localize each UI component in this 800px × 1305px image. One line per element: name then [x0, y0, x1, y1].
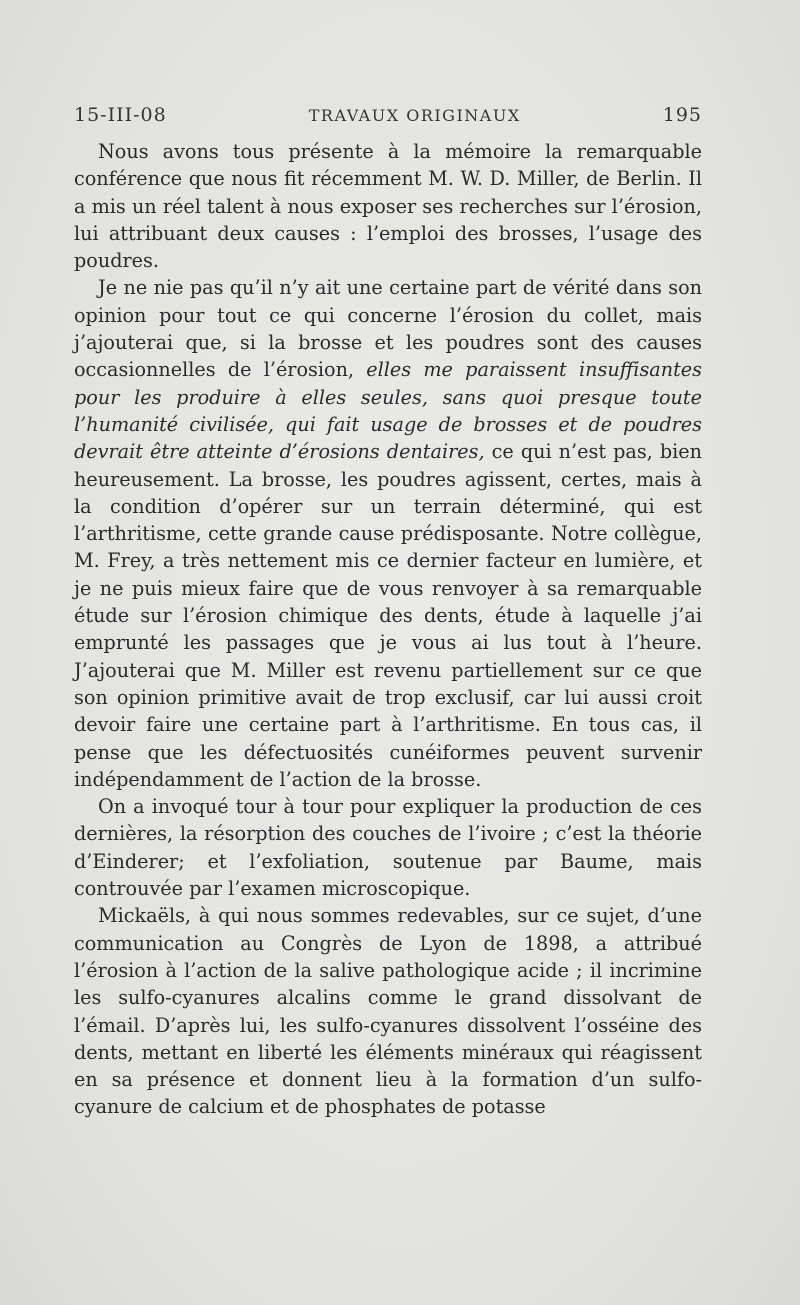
paragraph-3 — [74, 793, 702, 902]
running-head-date: 15-III-08 — [74, 104, 167, 126]
paragraph-3-text: On a invoqué tour à tour pour expliquer la production de ces dernières, la résorption des couches de l’ivoire ; c’est la théorie d’Einderer; et l’exfoliation, soutenue par Baume, mais controuvée par l’examen microscopique. — [74, 795, 702, 901]
book-page — [74, 104, 702, 1121]
paragraph-1-text: Nous avons tous présente à la mémoire la remarquable conférence que nous fit récemment M. W. D. Miller, de Berlin. Il a mis un réel talent à nous exposer ses recherches sur l’érosion, lui attribuant deux causes : l’emploi des brosses, l’usage des poudres. — [74, 140, 702, 273]
paragraph-2 — [74, 274, 702, 793]
paragraph-1 — [74, 138, 702, 274]
paragraph-4 — [74, 902, 702, 1120]
body-text — [74, 138, 702, 1121]
running-head — [74, 104, 702, 132]
running-head-title: TRAVAUX ORIGINAUX — [308, 106, 521, 125]
paragraph-2-text-a: Je ne nie pas qu’il n’y ait une certaine part de vérité dans son opinion pour tout ce qui concerne l’érosion du collet, mais j’ajouterai que, si la brosse et les poudres sont des causes occasionnelles de l’érosion, — [74, 276, 702, 382]
page-number: 195 — [662, 104, 702, 126]
paragraph-4-text: Mickaëls, à qui nous sommes redevables, sur ce sujet, d’une communication au Congrès de Lyon de 1898, a attribué l’érosion à l’action de la salive pathologique acide ; il incrimine les sulfo-cyanures alcalins comme le grand dissolvant de l’émail. D’après lui, les sulfo-cyanures dissolvent l’osséine des dents, mettant en liberté les éléments minéraux qui réagissent en sa présence et donnent lieu à la formation d’un sulfo-cyanure de calcium et de phosphates de potasse — [74, 904, 702, 1119]
paragraph-2-text-b: ce qui n’est pas, bien heureusement. La brosse, les poudres agissent, certes, mais à la condition d’opérer sur un terrain déterminé, qui est l’arthritisme, cette grande cause prédisposante. Notre collègue, M. Frey, a très nettement mis ce dernier facteur en lumière, et je ne puis mieux faire que de vous renvoyer à sa remarquable étude sur l’érosion chimique des dents, étude à laquelle j’ai emprunté les passages que je vous ai lus tout à l’heure. J’ajouterai que M. Miller est revenu partiellement sur ce que son opinion primitive avait de trop exclusif, car lui aussi croit devoir faire une certaine part à l’arthritisme. En tous cas, il pense que les défectuosités cunéiformes peuvent survenir indépendamment de l’action de la brosse. — [74, 440, 702, 791]
paragraph-2-italic: elles me paraissent insuffisantes pour les produire à elles seules, sans quoi presque toute l’humanité civilisée, qui fait usage de brosses et de poudres devrait être atteinte d’érosions dentaires, — [74, 358, 702, 464]
